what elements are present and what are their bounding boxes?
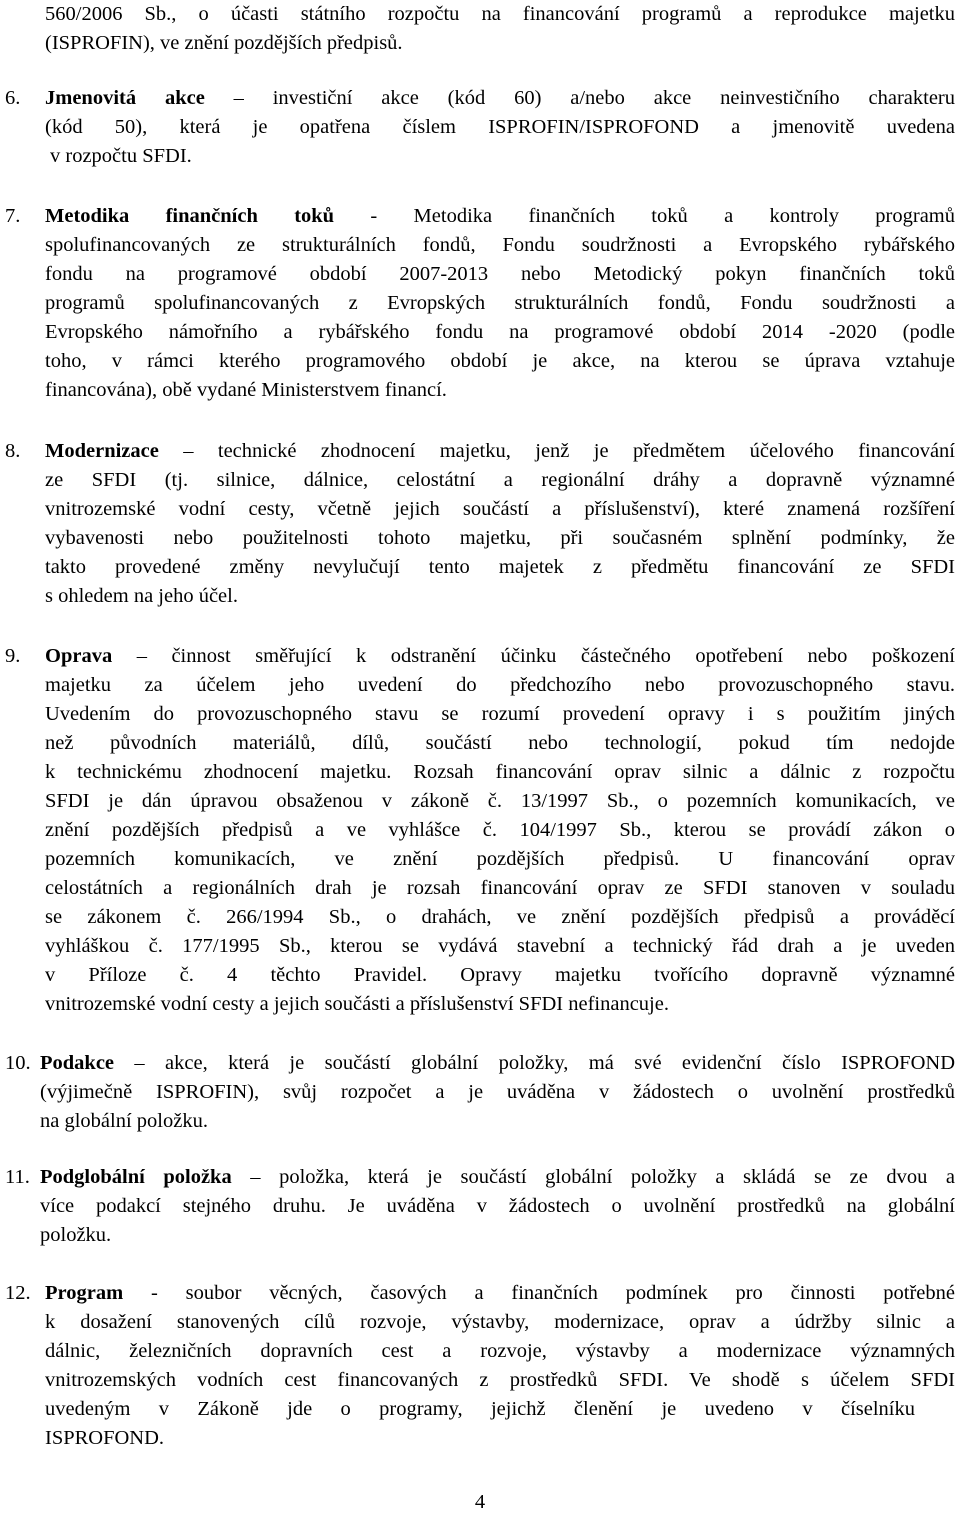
item-line: vyhláškou č. 177/1995 Sb., kterou se vydává stavební a technický řád drah a je uveden [45, 935, 955, 957]
item-line: ISPROFOND. [45, 1427, 165, 1449]
item-line: Uvedením do provozuschopného stavu se rozumí provedení opravy i s použitím jiných [45, 703, 955, 725]
item-line: fondu na programové období 2007-2013 nebo Metodický pokyn finančních toků [45, 263, 955, 285]
item-first-line [45, 202, 955, 231]
item-line: položku. [40, 1224, 112, 1246]
item-line: takto provedené změny nevylučují tento majetek z předmětu financování ze SFDI [45, 556, 955, 578]
item-text: – technické zhodnocení majetku, jenž je předmětem účelového financování [158, 440, 955, 462]
item-line: než původních materiálů, dílů, součástí nebo technologií, pokud tím nedojde [45, 732, 955, 754]
item-line: znění pozdějších předpisů a ve vyhlášce č. 104/1997 Sb., kterou se provádí zákon o [45, 819, 955, 841]
item-first-line [45, 642, 955, 671]
item-line: ze SFDI (tj. silnice, dálnice, celostátní a regionální dráhy a dopravně významné [45, 469, 955, 491]
item-first-line [40, 1163, 955, 1192]
item-line: financována), obě vydané Ministerstvem financí. [45, 379, 447, 401]
item-line: k dosažení stanovených cílů rozvoje, výstavby, modernizace, oprav a údržby silnic a [45, 1311, 955, 1333]
item-line: s ohledem na jeho účel. [45, 585, 238, 607]
item-number: 10. [5, 1052, 31, 1074]
item-line: majetku za účelem jeho uvedení do předchozího nebo provozuschopného stavu. [45, 674, 955, 696]
item-line: vnitrozemských vodních cest financovaných z prostředků SFDI. Ve shodě s účelem SFDI [45, 1369, 955, 1391]
item-number: 12. [5, 1282, 31, 1304]
item-text: - soubor věcných, časových a finančních podmínek pro činnosti potřebné [123, 1282, 955, 1304]
item-line: (kód 50), která je opatřena číslem ISPROFIN/ISPROFOND a jmenovitě uvedena [45, 116, 955, 138]
item-term: Podglobální položka [40, 1166, 232, 1188]
item-term: Program [45, 1282, 124, 1304]
item-line: uvedeným v Zákoně jde o programy, jejichž členění je uvedeno v číselníku [45, 1398, 915, 1420]
item-line: pozemních komunikacích, ve znění pozdějších předpisů. U financování oprav [45, 848, 955, 870]
item-line: vnitrozemské vodní cesty, včetně jejich součástí a příslušenství), které znamená rozšíření [45, 498, 955, 520]
item-term: Modernizace [45, 440, 159, 462]
item-line: dálnic, železničních dopravních cest a rozvoje, výstavby a modernizace významných [45, 1340, 955, 1362]
item-line: více podakcí stejného druhu. Je uváděna v žádostech o uvolnění prostředků na globální [40, 1195, 955, 1217]
item-term: Jmenovitá akce [45, 87, 205, 109]
item-line: celostátních a regionálních drah je rozsah financování oprav ze SFDI stanoven v souladu [45, 877, 955, 899]
intro-line-1: 560/2006 Sb., o účasti státního rozpočtu na financování programů a reprodukce majetku [45, 3, 955, 25]
item-line: se zákonem č. 266/1994 Sb., o drahách, ve znění pozdějších předpisů a prováděcí [45, 906, 955, 928]
item-first-line [45, 84, 955, 113]
item-text: – činnost směřující k odstranění účinku částečného opotřebení nebo poškození [112, 645, 955, 667]
item-first-line [45, 437, 955, 466]
item-number: 7. [5, 205, 21, 227]
item-line: Evropského námořního a rybářského fondu na programové období 2014 -2020 (podle [45, 321, 955, 343]
item-text: – investiční akce (kód 60) a/nebo akce neinvestičního charakteru [204, 87, 955, 109]
item-line: programů spolufinancovaných z Evropských strukturálních fondů, Fondu soudržnosti a [45, 292, 955, 314]
item-line: v rozpočtu SFDI. [50, 145, 192, 167]
item-line: na globální položku. [40, 1110, 208, 1132]
page-number: 4 [474, 1491, 486, 1513]
item-first-line [40, 1049, 955, 1078]
intro-line-2: (ISPROFIN), ve znění pozdějších předpisů. [45, 32, 403, 54]
item-line: v Příloze č. 4 těchto Pravidel. Opravy majetku tvořícího dopravně významné [45, 964, 955, 986]
item-first-line [45, 1279, 955, 1308]
item-text: – položka, která je součástí globální položky a skládá se ze dvou a [231, 1166, 955, 1188]
item-number: 11. [5, 1166, 30, 1188]
item-number: 8. [5, 440, 21, 462]
item-line: (výjimečně ISPROFIN), svůj rozpočet a je uváděna v žádostech o uvolnění prostředků [40, 1081, 955, 1103]
item-line: vybavenosti nebo použitelnosti tohoto majetku, při současném splnění podmínky, že [45, 527, 955, 549]
item-number: 6. [5, 87, 21, 109]
item-line: spolufinancovaných ze strukturálních fondů, Fondu soudržnosti a Evropského rybářského [45, 234, 955, 256]
item-line: k technickému zhodnocení majetku. Rozsah financování oprav silnic a dálnic z rozpočtu [45, 761, 955, 783]
item-text: - Metodika finančních toků a kontroly programů [334, 205, 955, 227]
item-term: Metodika finančních toků [45, 205, 335, 227]
item-number: 9. [5, 645, 21, 667]
item-text: – akce, která je součástí globální položky, má své evidenční číslo ISPROFOND [114, 1052, 955, 1074]
item-line: SFDI je dán úpravou obsaženou v zákoně č. 13/1997 Sb., o pozemních komunikacích, ve [45, 790, 955, 812]
item-line: vnitrozemské vodní cesty a jejich součásti a příslušenství SFDI nefinancuje. [45, 993, 669, 1015]
item-term: Podakce [40, 1052, 115, 1074]
item-term: Oprava [45, 645, 113, 667]
item-line: toho, v rámci kterého programového období je akce, na kterou se úprava vztahuje [45, 350, 955, 372]
